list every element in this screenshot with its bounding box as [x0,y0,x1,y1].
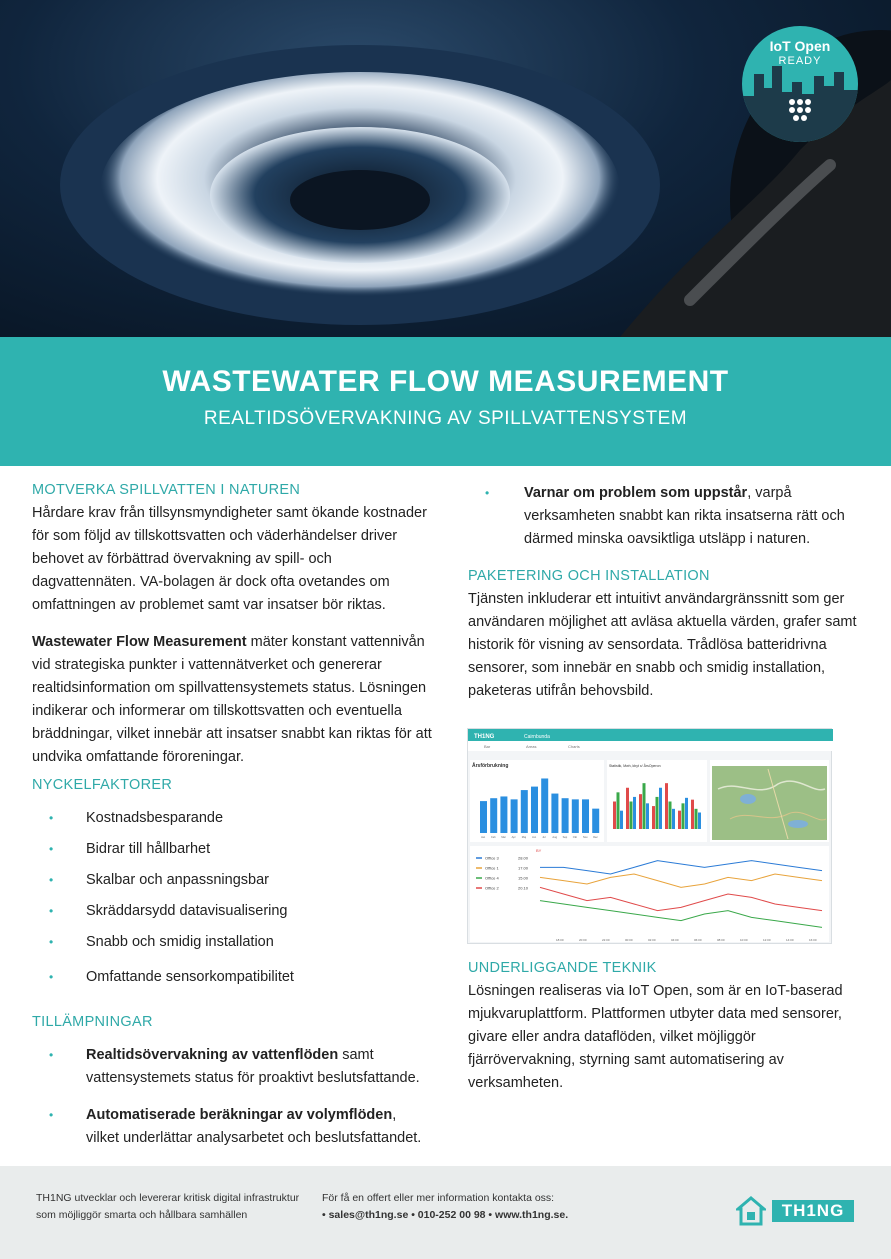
bar [490,798,497,833]
bar [646,803,649,829]
bar [669,802,672,830]
bar-chart-title: Årsförbrukning [472,763,509,769]
bar [511,799,518,833]
tick-label: 22:00 [602,938,610,942]
tick-label: Jan [481,836,486,839]
bar [691,800,694,829]
footer-contact-intro: För få en offert eller mer information kontakta oss: [322,1192,555,1204]
bar [695,809,698,829]
dashboard-logo: TH1NG [474,734,495,740]
bar [685,798,688,829]
tick-label: 20:00 [579,938,587,942]
bar [633,797,636,829]
legend-value: 20.10 [518,885,529,891]
warning-bullet [468,482,863,551]
tick-label: 10:00 [740,938,748,942]
app-text: samt vattensystemets status för proaktivt beslutsfattande. [86,1047,420,1086]
bar [531,787,538,833]
bar [592,809,599,833]
footer-about: TH1NG utvecklar och levererar kritisk digital infrastruktur som möjliggör smarta och hållbara samhällen [36,1192,300,1221]
bar [643,783,646,829]
legend-label: Office 2 [485,885,499,891]
list-item: • Kostnadsbesparande [32,807,432,838]
footer-contact [322,1190,642,1224]
list-item [468,482,863,551]
bar [678,811,681,829]
badge-subtitle: READY [778,55,822,67]
paragraph-teknik: Lösningen realiseras via IoT Open, som är en IoT-baserad mjukvaruplattform. Plattformen utbyter data med sensorer, givare eller andra dataflöden, vilket möjliggör fjärrövervakning, styrning samt automatisering av verksamheten. [468,983,843,1091]
tick-label: Jun [532,836,537,839]
legend-value: 28.00 [518,855,529,861]
bar [620,811,623,829]
heading-paketering: PAKETERING OCH INSTALLATION [468,568,710,584]
bar [656,797,659,829]
legend-value: 17.00 [518,865,529,871]
dashboard-nav: Cairnbunda [524,734,550,740]
bar [672,809,675,829]
bar [572,799,579,833]
right-column [468,482,863,703]
paragraph-wfm-text: mäter konstant vattennivån vid strategiska punkter i vattennätverket och genererar realtidsinformation om spillvattensystemets status. Lösningen indikerar och informerar om tillskottsvatten och eventuella bräddningar, vilket innebär att insatser snabbt kan riktas för att undvika omfattande föroreningar. [32,634,432,765]
tick-label: 16:00 [809,938,817,942]
tick-label: Okt [572,836,577,839]
bar [652,806,655,829]
tick-label: Mar [501,836,506,839]
page-subtitle: REALTIDSÖVERVAKNING AV SPILLVATTENSYSTEM [203,408,688,429]
bar [630,802,633,830]
grouped-chart-title: Statistik, Mwh, kbyt x/ ÅrsOperon [609,764,661,768]
heading-teknik: UNDERLIGGANDE TEKNIK [468,960,657,976]
th1ng-logo [736,1196,856,1226]
iot-open-ready-badge [742,26,858,142]
list-item [32,1104,432,1150]
dash-tab: Bar [484,744,491,749]
dash-tab: Charts [568,744,580,749]
tech-section [468,960,863,1095]
list-item: • Skräddarsydd datavisualisering [32,900,432,931]
bullet-bold: Varnar om problem som uppstår [524,485,748,501]
bar [665,783,668,829]
factor-list [32,807,432,997]
line-chart-label: BY [536,848,542,853]
dash-tab: Areas [526,744,537,749]
list-item: • Bidrar till hållbarhet [32,838,432,869]
list-item [32,1044,432,1090]
tick-label: 18:00 [556,938,564,942]
tick-label: Feb [491,836,496,839]
house-icon [736,1196,766,1226]
legend-label: Office 1 [485,865,499,871]
bar [582,799,589,833]
bar [541,778,548,833]
bar [480,801,487,833]
tick-label: Nov [583,836,588,839]
heading-tillampningar: TILLÄMPNINGAR [32,1014,153,1030]
dashboard-graphic [468,729,833,945]
heading-motverka: MOTVERKA SPILLVATTEN I NATUREN [32,482,301,498]
wfm-name: Wastewater Flow Measurement [32,634,247,650]
bar [521,790,528,833]
tick-label: Apr [511,836,516,839]
tick-label: 00:00 [625,938,633,942]
app-bold: Automatiserade beräkningar av volymflöden [86,1107,393,1123]
tick-label: 04:00 [671,938,679,942]
logo-wordmark: TH1NG [772,1200,854,1222]
legend-value: 15.00 [518,875,529,881]
left-column [32,482,432,1164]
tick-label: Aug [552,836,558,839]
bar [617,792,620,829]
bar [551,794,558,833]
tick-label: 14:00 [786,938,794,942]
tick-label: Maj [521,836,526,839]
app-bold: Realtidsövervakning av vattenflöden [86,1047,339,1063]
bar [698,813,701,830]
paragraph-wfm [32,631,432,769]
tick-label: 12:00 [763,938,771,942]
legend-label: Office 4 [485,875,499,881]
tick-label: Dec [593,836,598,839]
list-item: • Snabb och smidig installation [32,931,432,966]
bullet-text: , varpå verksamheten snabbt kan rikta insatserna rätt och därmed minska oavsiktliga utsläpp i naturen. [524,485,845,547]
dashboard-screenshot [467,728,832,944]
paragraph-paketering: Tjänsten inkluderar ett intuitivt användargränssnitt som ger användaren möjlighet att avläsa aktuella värden, grafer samt historik för visning av sensordata. Trådlösa batteridrivna sensorer, som innebär en snabb och smidig installation, paketeras utifrån behovsbild. [468,591,857,699]
footer-contact-details: • sales@th1ng.se • 010-252 00 98 • www.th1ng.se. [322,1209,569,1221]
legend-label: Office 3 [485,855,499,861]
bar [639,794,642,829]
app-text: , vilket underlättar analysarbetet och beslutsfattandet. [86,1107,422,1146]
bar [659,788,662,829]
hero-image [0,0,891,337]
tick-label: Sep [562,836,568,839]
page-title: WASTEWATER FLOW MEASUREMENT [162,365,729,398]
map-view [712,766,827,840]
bar [562,798,569,833]
list-item: • Skalbar och anpassningsbar [32,869,432,900]
list-item: • Omfattande sensorkompatibilitet [32,966,432,997]
footer [0,1166,891,1259]
badge-title: IoT Open [769,38,831,54]
bar [500,796,507,833]
title-banner [0,337,891,466]
bar [613,802,616,830]
tick-label: 06:00 [694,938,702,942]
tick-label: 02:00 [648,938,656,942]
tick-label: 08:00 [717,938,725,942]
heading-nyckelfaktorer: NYCKELFAKTORER [32,777,173,793]
bar [682,803,685,829]
bar [626,788,629,829]
tick-label: Jul [542,836,546,839]
applications-list [32,1044,432,1150]
paragraph-intro: Hårdare krav från tillsynsmyndigheter samt ökande kostnader för som följd av tillskottsvatten och väderhändelser driver behovet av förbättrad övervakning av spill- och dagvattennäten. VA-bolagen är dock ofta ovetandes om omfattningen av problemet samt var insatser bör riktas. [32,505,427,613]
